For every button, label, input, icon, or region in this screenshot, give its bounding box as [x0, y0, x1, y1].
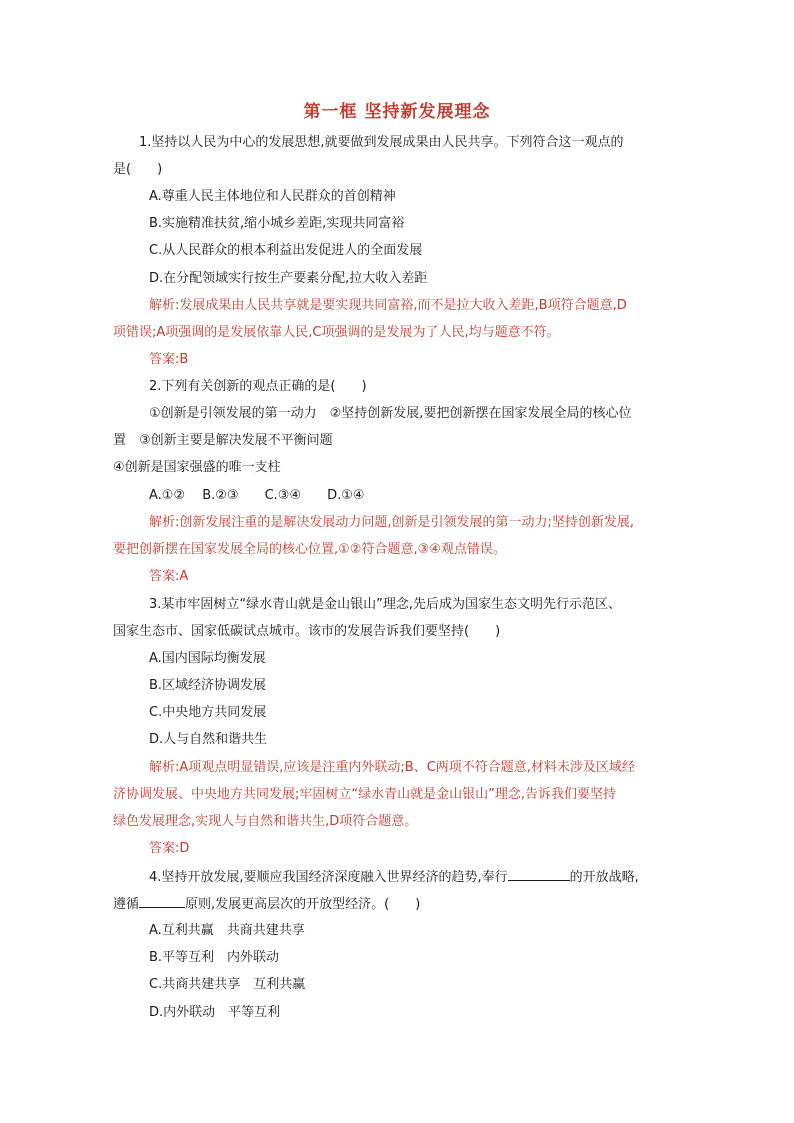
q4-stem-part-d: 原则,发展更高层次的开放型经济。( ): [185, 897, 421, 912]
q3-analysis-line-2: 济协调发展、中央地方共同发展;牢固树立“绿水青山就是金山银山”理念,告诉我们要坚持: [113, 787, 616, 802]
q4-stem-line-1: [149, 868, 639, 887]
q2-stem-line-2: ①创新是引领发展的第一动力 ②坚持创新发展,要把创新摆在国家发展全局的核心位: [149, 406, 632, 421]
q4-blank-1: [508, 868, 570, 881]
q1-answer: 答案:B: [149, 352, 189, 367]
q2-stem-line-1: 2.下列有关创新的观点正确的是( ): [149, 379, 367, 394]
q1-option-d: D.在分配领域实行按生产要素分配,拉大收入差距: [149, 271, 428, 286]
q4-stem-line-2: [113, 895, 420, 914]
q3-stem-line-1: 3.某市牢固树立“绿水青山就是金山银山”理念,先后成为国家生态文明先行示范区、: [149, 597, 622, 612]
q3-option-d: D.人与自然和谐共生: [149, 732, 268, 747]
q2-answer: 答案:A: [149, 569, 189, 584]
q3-option-c: C.中央地方共同发展: [149, 705, 267, 720]
q1-analysis-line-1: 解析:发展成果由人民共享就是要实现共同富裕,而不是拉大收入差距,B项符合题意,D: [149, 298, 627, 313]
q1-stem-line-1: 1.坚持以人民为中心的发展思想,就要做到发展成果由人民共享。下列符合这一观点的: [139, 135, 624, 150]
q4-stem-part-b: 的开放战略,: [569, 870, 639, 885]
q4-option-c: C.共商共建共享 互利共赢: [149, 977, 306, 992]
q3-analysis-line-1: 解析:A项观点明显错误,应该是注重内外联动;B、C两项不符合题意,材料未涉及区域经: [149, 760, 635, 775]
q3-analysis-line-3: 绿色发展理念,实现人与自然和谐共生,D项符合题意。: [113, 814, 418, 829]
q4-option-b: B.平等互利 内外联动: [149, 950, 280, 965]
q4-blank-2: [139, 895, 185, 908]
q2-analysis-line-1: 解析:创新发展注重的是解决发展动力问题,创新是引领发展的第一动力;坚持创新发展,: [149, 515, 635, 530]
page-title: 第一框 坚持新发展理念: [303, 102, 491, 122]
q2-analysis-line-2: 要把创新摆在国家发展全局的核心位置,①②符合题意,③④观点错误。: [113, 542, 506, 557]
q3-option-b: B.区域经济协调发展: [149, 678, 267, 693]
q1-stem-line-2: 是( ): [113, 162, 163, 177]
q3-stem-line-2: 国家生态市、国家低碳试点城市。该市的发展告诉我们要坚持( ): [113, 624, 501, 639]
q1-option-b: B.实施精准扶贫,缩小城乡差距,实现共同富裕: [149, 216, 405, 231]
q1-option-a: A.尊重人民主体地位和人民群众的首创精神: [149, 189, 396, 204]
q4-option-d: D.内外联动 平等互利: [149, 1005, 281, 1020]
q3-answer: 答案:D: [149, 841, 190, 856]
q1-option-c: C.从人民群众的根本利益出发促进人的全面发展: [149, 243, 423, 258]
q4-option-a: A.互利共赢 共商共建共享: [149, 923, 305, 938]
q4-stem-part-c: 遵循: [113, 897, 140, 912]
q4-stem-part-a: 4.坚持开放发展,要顺应我国经济深度融入世界经济的趋势,奉行: [149, 870, 508, 885]
q3-option-a: A.国内国际均衡发展: [149, 651, 266, 666]
q1-analysis-line-2: 项错误;A项强调的是发展依靠人民,C项强调的是发展为了人民,均与题意不符。: [113, 325, 560, 340]
q2-stem-line-4: ④创新是国家强盛的唯一支柱: [113, 460, 281, 475]
q2-options: A.①② B.②③ C.③④ D.①④: [149, 488, 365, 503]
q2-stem-line-3: 置 ③创新主要是解决发展不平衡问题: [113, 433, 333, 448]
